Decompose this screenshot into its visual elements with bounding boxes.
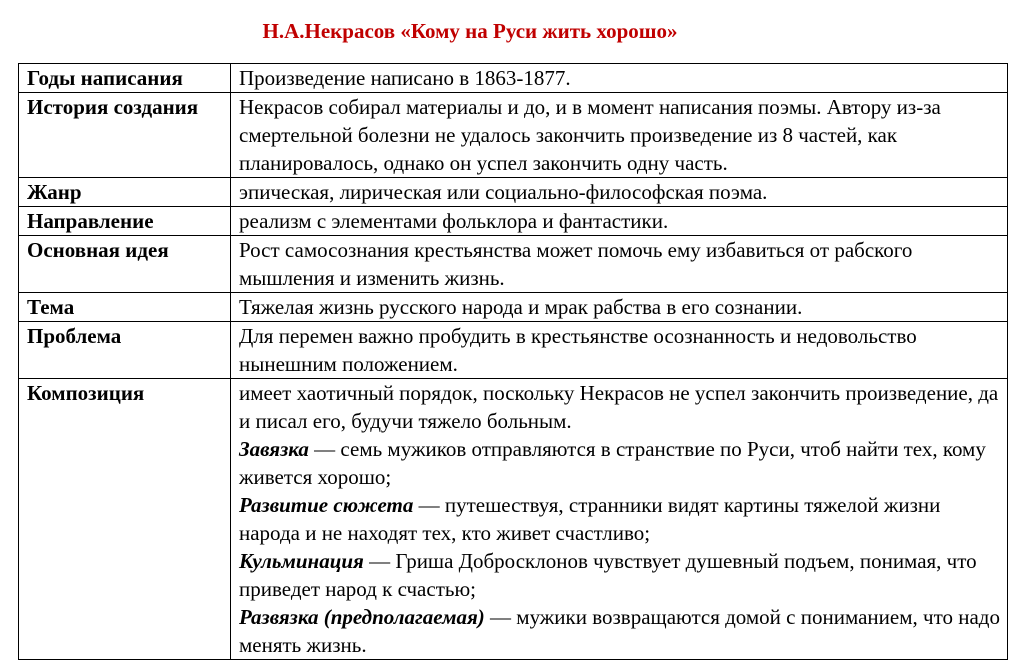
row-label: Направление [19, 207, 231, 236]
row-label: Тема [19, 293, 231, 322]
row-value: Тяжелая жизнь русского народа и мрак рабства в его сознании. [231, 293, 1008, 322]
table-row-problem [19, 322, 1008, 379]
row-value [231, 379, 1008, 660]
composition-part [239, 547, 1003, 603]
document-title: Н.А.Некрасов «Кому на Руси жить хорошо» [262, 19, 678, 43]
composition-text: — мужики возвращаются домой с пониманием, что надо менять жизнь. [239, 605, 1000, 657]
row-value: реализм с элементами фольклора и фантастики. [231, 207, 1008, 236]
row-value: Некрасов собирал материалы и до, и в момент написания поэмы. Автору из-за смертельной болезни не удалось закончить произведение из 8 частей, как планировалось, однако он успел закончить одну часть. [231, 93, 1008, 178]
row-label: Основная идея [19, 236, 231, 293]
table-row-history [19, 93, 1008, 178]
row-label: Годы написания [19, 64, 231, 93]
info-table [18, 63, 1008, 660]
table-row-direction [19, 207, 1008, 236]
composition-term: Кульминация [239, 549, 364, 573]
row-value: Для перемен важно пробудить в крестьянстве осознанность и недовольство нынешним положением. [231, 322, 1008, 379]
table-row-theme [19, 293, 1008, 322]
composition-text: — путешествуя, странники видят картины тяжелой жизни народа и не находят тех, кто живет счастливо; [239, 493, 941, 545]
table-row-years [19, 64, 1008, 93]
composition-part [239, 603, 1003, 659]
row-value: эпическая, лирическая или социально-философская поэма. [231, 178, 1008, 207]
composition-text: — Гриша Добросклонов чувствует душевный подъем, понимая, что приведет народ к счастью; [239, 549, 977, 601]
composition-term: Завязка [239, 437, 309, 461]
composition-text: — семь мужиков отправляются в странствие по Руси, чтоб найти тех, кому живется хорошо; [239, 437, 986, 489]
row-value: Рост самосознания крестьянства может помочь ему избавиться от рабского мышления и изменить жизнь. [231, 236, 1008, 293]
composition-part [239, 491, 1003, 547]
table-row-composition [19, 379, 1008, 660]
table-row-idea [19, 236, 1008, 293]
row-label: Проблема [19, 322, 231, 379]
row-value: Произведение написано в 1863-1877. [231, 64, 1008, 93]
composition-term: Развитие сюжета [239, 493, 414, 517]
composition-term: Развязка (предполагаемая) [239, 605, 485, 629]
composition-intro: имеет хаотичный порядок, поскольку Некрасов не успел закончить произведение, да и писал его, будучи тяжело больным. [239, 381, 999, 433]
row-label: Композиция [19, 379, 231, 660]
row-label: Жанр [19, 178, 231, 207]
table-row-genre [19, 178, 1008, 207]
row-label: История создания [19, 93, 231, 178]
composition-part [239, 435, 1003, 491]
